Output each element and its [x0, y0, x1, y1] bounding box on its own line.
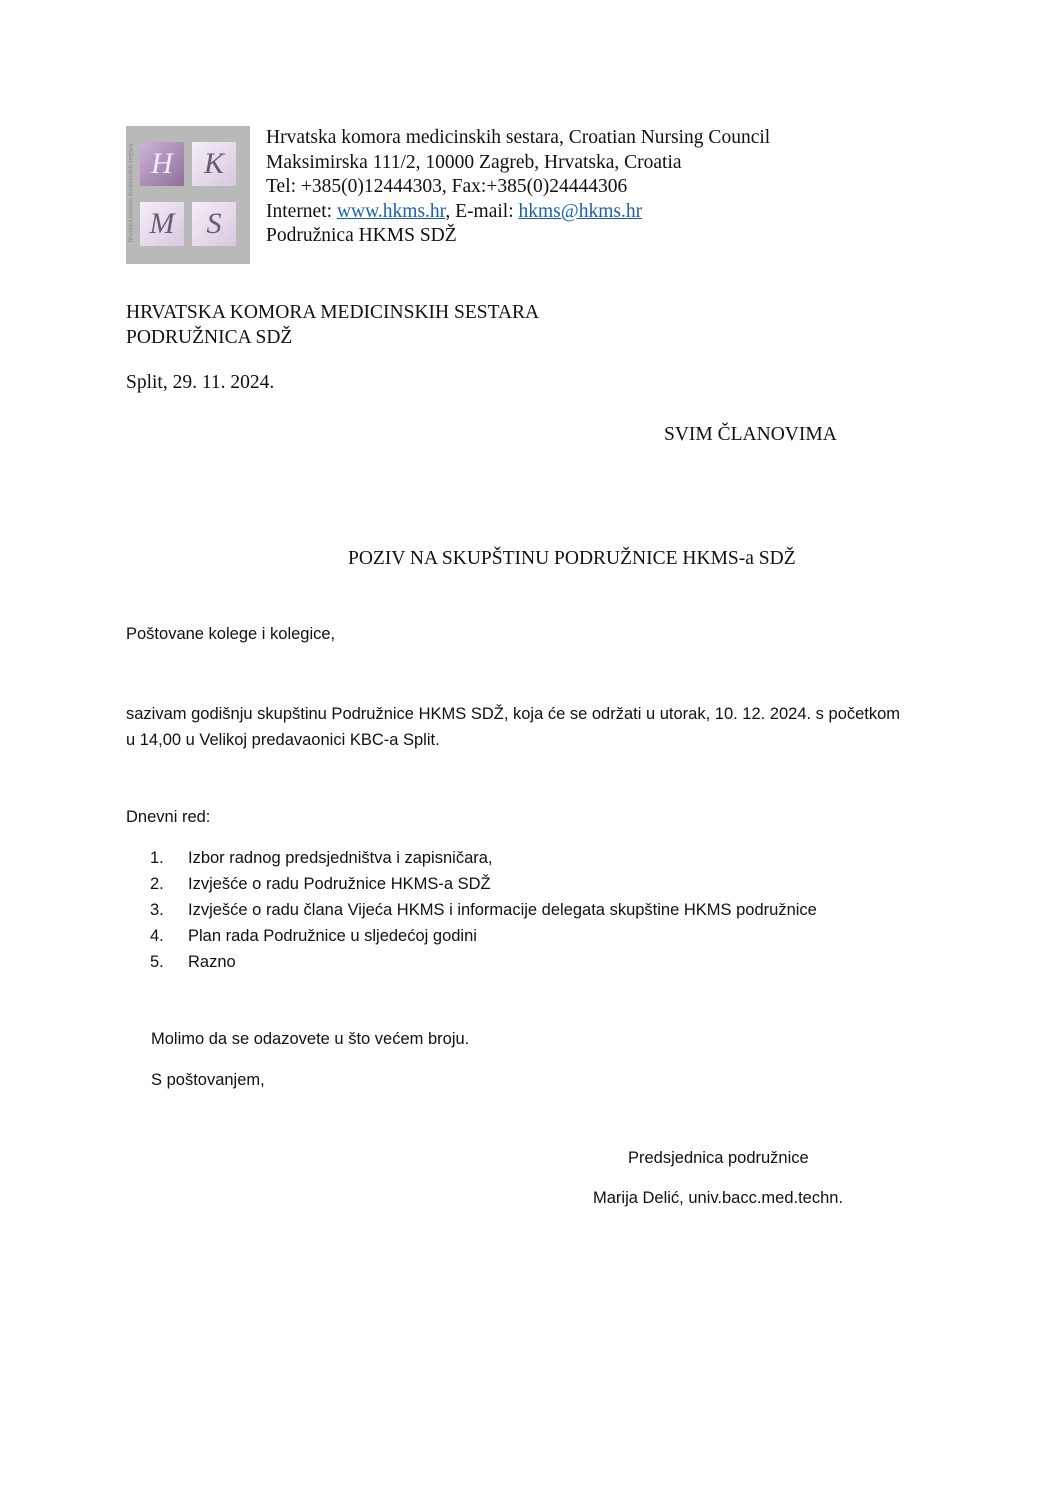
letterhead-line-1: Hrvatska komora medicinskih sestara, Croatian Nursing Council — [266, 127, 771, 148]
agenda-item — [150, 897, 817, 923]
invitation-paragraph — [126, 701, 946, 753]
greeting: Poštovane kolege i kolegice, — [126, 625, 336, 643]
letterhead-line-2: Maksimirska 111/2, 10000 Zagreb, Hrvatska, Croatia — [266, 151, 682, 173]
letterhead-line-4 — [266, 200, 770, 225]
organization-block — [126, 300, 539, 350]
agenda-item — [150, 845, 817, 871]
agenda-text: Izbor radnog predsjedništva i zapisničara, — [188, 849, 493, 867]
agenda-text: Izvješće o radu Podružnice HKMS-a SDŽ — [188, 875, 491, 893]
agenda-item — [150, 949, 817, 975]
agenda-item — [150, 923, 817, 949]
paragraph-line-2: u 14,00 u Velikoj predavaonici KBC-a Split. — [126, 731, 440, 749]
agenda-text: Izvješće o radu člana Vijeća HKMS i informacije delegata skupštine HKMS podružnice — [188, 901, 817, 919]
signature-name: Marija Delić, univ.bacc.med.techn. — [593, 1189, 844, 1207]
signature-role: Predsjednica podružnice — [628, 1149, 809, 1167]
letterhead — [266, 126, 770, 249]
internet-label: Internet: — [266, 200, 337, 222]
organization-name: HRVATSKA KOMORA MEDICINSKIH SESTARA — [126, 302, 540, 323]
closing-request: Molimo da se odazovete u što većem broju. — [151, 1030, 470, 1048]
agenda-number: 3. — [150, 901, 164, 919]
hkms-logo — [126, 126, 250, 264]
letterhead-line-5: Podružnica HKMS SDŽ — [266, 225, 457, 247]
organization-branch: PODRUŽNICA SDŽ — [126, 327, 293, 348]
logo-letter-k: K — [192, 142, 236, 186]
paragraph-line-1: sazivam godišnju skupštinu Podružnice HKMS SDŽ, koja će se održati u utorak, 10. 12. 2024. s početkom — [126, 705, 901, 723]
logo-side-text: hrvatska komora medicinskih sestara — [128, 143, 135, 243]
logo-letter-s: S — [192, 202, 236, 246]
agenda-item — [150, 871, 817, 897]
agenda-text: Plan rada Podružnice u sljedećoj godini — [188, 927, 477, 945]
document-date: Split, 29. 11. 2024. — [126, 372, 275, 393]
logo-letter-m: M — [140, 202, 184, 246]
agenda-list — [150, 845, 817, 975]
agenda-number: 4. — [150, 927, 164, 945]
agenda-label: Dnevni red: — [126, 808, 211, 826]
website-link[interactable]: www.hkms.hr — [336, 200, 446, 222]
agenda-number: 1. — [150, 849, 164, 867]
logo-letter-h: H — [140, 142, 184, 186]
document-title: POZIV NA SKUPŠTINU PODRUŽNICE HKMS-a SDŽ — [348, 548, 796, 569]
email-link[interactable]: hkms@hkms.hr — [518, 200, 643, 222]
closing-salutation: S poštovanjem, — [151, 1071, 265, 1089]
agenda-number: 2. — [150, 875, 164, 893]
agenda-number: 5. — [150, 953, 164, 971]
agenda-text: Razno — [188, 953, 236, 971]
email-label: , E-mail: — [445, 200, 519, 222]
letterhead-line-3: Tel: +385(0)12444303, Fax:+385(0)24444306 — [266, 176, 628, 198]
recipient: SVIM ČLANOVIMA — [664, 424, 837, 445]
